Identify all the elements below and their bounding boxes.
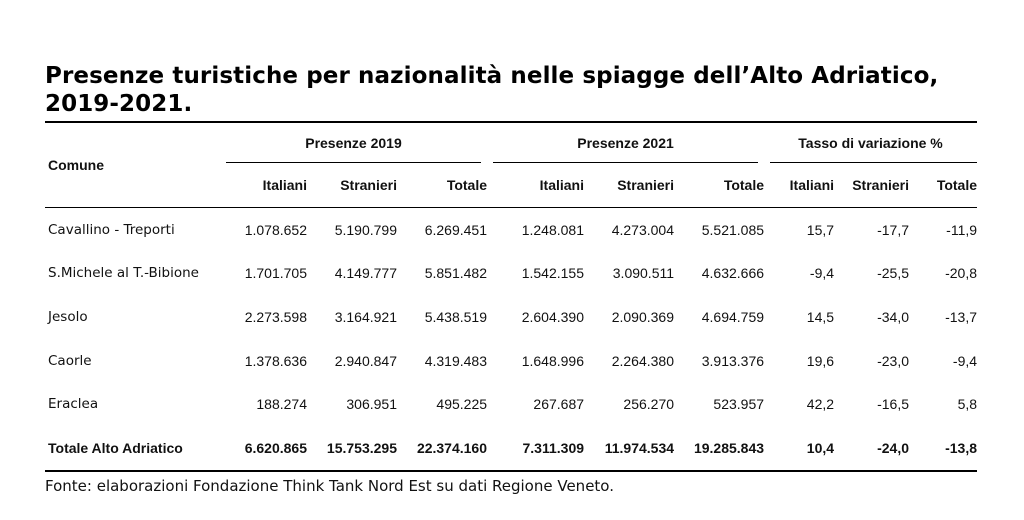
cell: -9,4 bbox=[809, 265, 835, 282]
group-header-presenze-2019: Presenze 2019 bbox=[220, 123, 487, 163]
subheader-italiani-var: Italiani bbox=[764, 163, 834, 208]
cell: -11,9 bbox=[946, 221, 978, 238]
cell: 11.974.534 bbox=[604, 439, 675, 456]
cell: 42,2 bbox=[806, 396, 835, 413]
row-name: S.Michele al T.-Bibione bbox=[48, 265, 199, 282]
row-name: Totale Alto Adriatico bbox=[48, 439, 183, 456]
cell: 1.701.705 bbox=[244, 265, 307, 282]
subheader-totale-var: Totale bbox=[909, 163, 977, 208]
cell: 6.620.865 bbox=[244, 439, 307, 456]
cell: -20,8 bbox=[945, 265, 978, 282]
cell: 15.753.295 bbox=[326, 439, 397, 456]
cell: 3.164.921 bbox=[334, 308, 397, 325]
table-row bbox=[45, 252, 977, 296]
row-name: Eraclea bbox=[48, 396, 99, 413]
cell: 6.269.451 bbox=[424, 221, 488, 238]
cell: 14,5 bbox=[806, 308, 835, 325]
cell: 7.311.309 bbox=[522, 439, 585, 456]
cell: 2.273.598 bbox=[244, 308, 307, 325]
cell: 4.694.759 bbox=[701, 308, 765, 325]
cell: 306.951 bbox=[346, 396, 397, 413]
cell: 4.273.004 bbox=[611, 221, 675, 238]
cell: 19,6 bbox=[806, 352, 835, 369]
subheader-totale-2019: Totale bbox=[397, 163, 487, 208]
cell: 1.648.996 bbox=[521, 352, 585, 369]
cell: 15,7 bbox=[806, 221, 835, 238]
table-title: Presenze turistiche per nazionalità nelle spiagge dell’Alto Adriatico, 2019-2021. bbox=[45, 63, 939, 117]
cell: 3.090.511 bbox=[612, 265, 675, 282]
row-name: Cavallino - Treporti bbox=[48, 221, 175, 238]
cell: 2.264.380 bbox=[611, 352, 675, 369]
cell: -34,0 bbox=[877, 308, 910, 325]
group-header-tasso-variazione: Tasso di variazione % bbox=[764, 123, 977, 163]
cell: 5,8 bbox=[957, 396, 978, 413]
cell: 4.319.483 bbox=[424, 352, 488, 369]
cell: 2.090.369 bbox=[611, 308, 675, 325]
group-header-presenze-2021: Presenze 2021 bbox=[487, 123, 764, 163]
subheader-stranieri-2019: Stranieri bbox=[307, 163, 397, 208]
row-name: Jesolo bbox=[48, 308, 88, 325]
cell: 4.632.666 bbox=[701, 265, 765, 282]
cell: 1.248.081 bbox=[521, 221, 585, 238]
cell: -24,0 bbox=[877, 439, 910, 456]
cell: -23,0 bbox=[877, 352, 910, 369]
cell: 5.438.519 bbox=[424, 308, 488, 325]
cell: 495.225 bbox=[436, 396, 488, 413]
subheader-italiani-2019: Italiani bbox=[220, 163, 307, 208]
cell: 3.913.376 bbox=[701, 352, 765, 369]
cell: -17,7 bbox=[877, 221, 910, 238]
cell: 1.542.155 bbox=[521, 265, 585, 282]
cell: -13,7 bbox=[945, 308, 978, 325]
cell: 5.851.482 bbox=[424, 265, 488, 282]
source-note: Fonte: elaborazioni Fondazione Think Tank Nord Est su dati Regione Veneto. bbox=[45, 476, 614, 495]
cell: 188.274 bbox=[256, 396, 307, 413]
cell: -13,8 bbox=[945, 439, 978, 456]
document bbox=[45, 62, 977, 495]
cell: 267.687 bbox=[533, 396, 585, 413]
cell: 22.374.160 bbox=[416, 439, 488, 456]
cell: 1.378.636 bbox=[244, 352, 307, 369]
cell: 2.604.390 bbox=[521, 308, 585, 325]
subheader-italiani-2021: Italiani bbox=[487, 163, 584, 208]
cell: 2.940.847 bbox=[334, 352, 397, 369]
cell: 5.190.799 bbox=[334, 221, 397, 238]
table-row bbox=[45, 382, 977, 426]
cell: 4.149.777 bbox=[334, 265, 397, 282]
cell: -25,5 bbox=[877, 265, 910, 282]
subheader-stranieri-2021: Stranieri bbox=[584, 163, 674, 208]
row-name: Caorle bbox=[48, 352, 92, 369]
cell: -9,4 bbox=[952, 352, 978, 369]
column-header-comune: Comune bbox=[45, 123, 220, 208]
table-row bbox=[45, 208, 977, 252]
cell: 256.270 bbox=[623, 396, 675, 413]
cell: 1.078.652 bbox=[244, 221, 307, 238]
cell: 523.957 bbox=[713, 396, 765, 413]
subheader-totale-2021: Totale bbox=[674, 163, 764, 208]
total-row bbox=[45, 426, 977, 471]
data-table bbox=[45, 123, 977, 472]
cell: 19.285.843 bbox=[693, 439, 765, 456]
cell: -16,5 bbox=[877, 396, 910, 413]
table-row bbox=[45, 339, 977, 383]
table-row bbox=[45, 295, 977, 339]
cell: 10,4 bbox=[806, 439, 835, 456]
subheader-stranieri-var: Stranieri bbox=[834, 163, 909, 208]
cell: 5.521.085 bbox=[701, 221, 765, 238]
